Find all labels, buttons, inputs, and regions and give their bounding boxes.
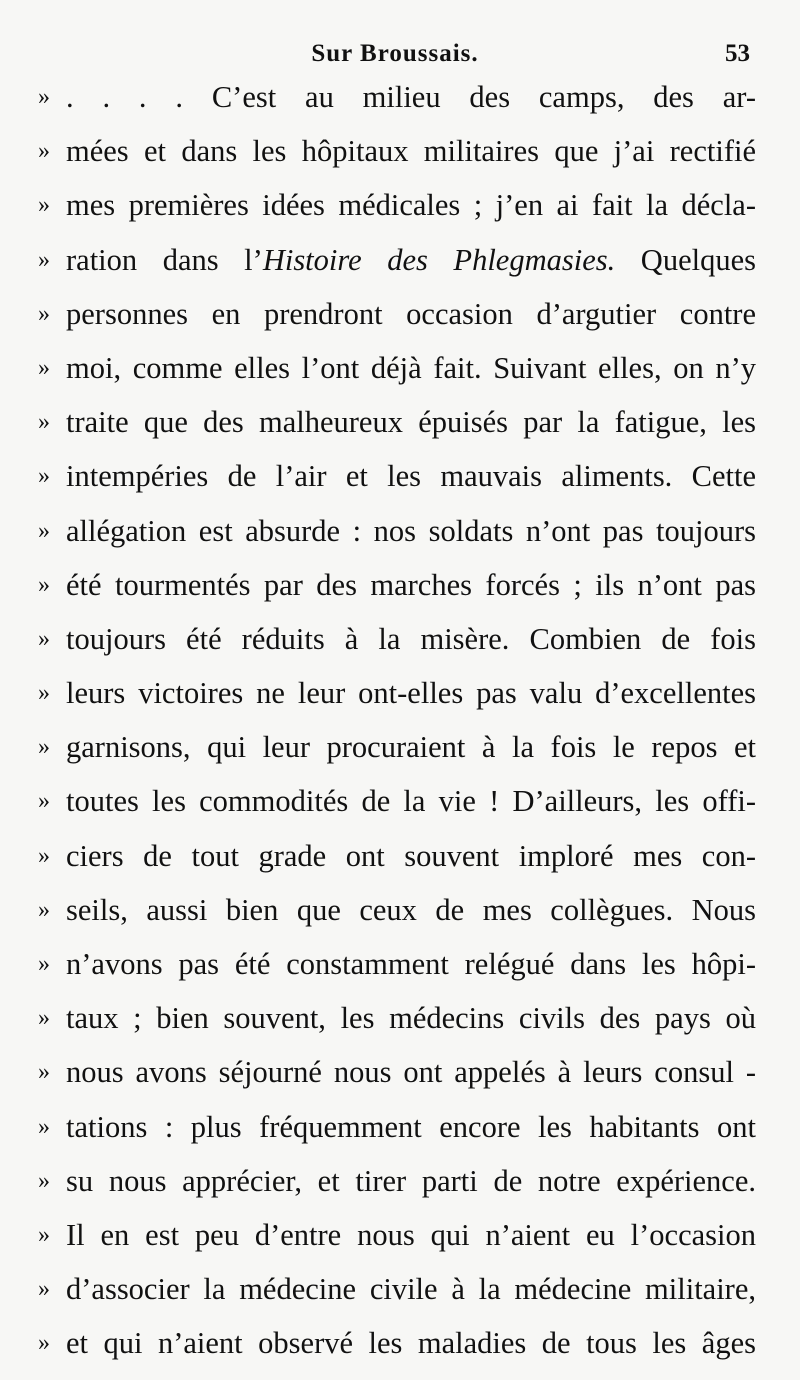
quote-mark: » [38,1113,50,1140]
quote-mark: » [38,300,50,327]
line-text: allégation est absurde : nos soldats n’ont pas toujours [66,513,756,548]
line-text: nous avons séjourné nous ont appelés à leurs consul - [66,1055,756,1090]
text-line [38,341,756,395]
quote-mark: » [38,842,50,869]
quote-mark: » [38,1330,50,1357]
quote-mark: » [38,951,50,977]
quote-mark: » [38,84,50,110]
quote-mark: » [38,1167,50,1194]
quote-mark: » [38,571,50,598]
line-text: d’associer la médecine civile à la médecine militaire, [66,1272,756,1307]
quote-mark: » [38,517,50,544]
text-line [38,666,756,720]
line-text: été tourmentés par des marches forcés ; ils n’ont pas [66,567,756,602]
line-text: su nous apprécier, et tirer parti de notre expérience. [66,1163,756,1198]
line-text: Il en est peu d’entre nous qui n’aient eu l’occasion [66,1217,756,1252]
text-line [38,233,756,287]
page-number: 53 [725,40,750,67]
text-line [38,829,756,883]
text-line [38,70,756,124]
quote-mark: » [38,246,50,273]
text-line [38,1316,756,1370]
line-text: et qui n’aient observé les maladies de tous les âges [66,1326,756,1361]
quote-mark: » [38,625,50,652]
quote-mark: » [38,1005,50,1032]
line-text: intempéries de l’air et les mauvais aliments. Cette [66,459,756,494]
quote-mark: » [38,138,50,165]
running-title: Sur Broussais. [311,40,479,67]
text-line [38,720,756,774]
text-line [38,558,756,612]
text-line [38,1045,756,1099]
quote-mark: » [38,788,50,815]
text-line [38,287,756,341]
text-line [38,1208,756,1262]
line-text: traite que des malheureux épuisés par la fatigue, les [66,405,756,440]
text-line [38,1262,756,1316]
quote-mark: » [38,354,50,381]
text-line [38,449,756,503]
line-text: personnes en prendront occasion d’argutier contre [66,296,756,331]
text-line [38,178,756,232]
line-text: n’avons pas été constamment relégué dans les hôpi- [66,947,756,981]
line-text: mées et dans les hôpitaux militaires que j’ai rectifié [66,134,756,169]
text-line [38,883,756,937]
line-text: moi, comme elles l’ont déjà fait. Suivant elles, on n’y [66,350,756,385]
line-text: ciers de tout grade ont souvent imploré mes con- [66,838,756,873]
quote-mark: » [38,192,50,219]
line-text-after: Quelques [615,242,756,277]
quote-mark: » [38,463,50,490]
text-line [38,937,756,991]
line-text: seils, aussi bien que ceux de mes collègues. Nous [66,892,756,927]
line-text-before: ration dans l’ [66,242,263,277]
line-text: toutes les commodités de la vie ! D’ailleurs, les offi- [66,784,756,819]
line-text: . . . . C’est au milieu des camps, des ar- [66,80,756,114]
quote-mark: » [38,1221,50,1248]
text-line [38,504,756,558]
text-line [38,124,756,178]
line-text: mes premières idées médicales ; j’en ai fait la décla- [66,188,756,223]
text-line [38,991,756,1045]
text-line [38,1154,756,1208]
line-text: garnisons, qui leur procuraient à la fois le repos et [66,730,756,765]
quote-mark: » [38,734,50,761]
quote-mark: » [38,896,50,923]
line-text: toujours été réduits à la misère. Combien de fois [66,621,756,656]
line-text [66,233,756,287]
text-line [38,612,756,666]
quote-mark: » [38,409,50,436]
text-line [38,774,756,828]
quote-mark: » [38,1059,50,1086]
quote-mark: » [38,680,50,707]
book-title-italic: Histoire des Phlegmasies. [262,242,616,277]
quote-mark: » [38,1276,50,1303]
line-text: leurs victoires ne leur ont-elles pas valu d’excellentes [66,676,756,711]
text-line [38,395,756,449]
text-line [38,1100,756,1154]
line-text: tations : plus fréquemment encore les habitants ont [66,1109,756,1144]
body-text [38,70,756,1371]
line-text: taux ; bien souvent, les médecins civils des pays où [66,1001,756,1036]
